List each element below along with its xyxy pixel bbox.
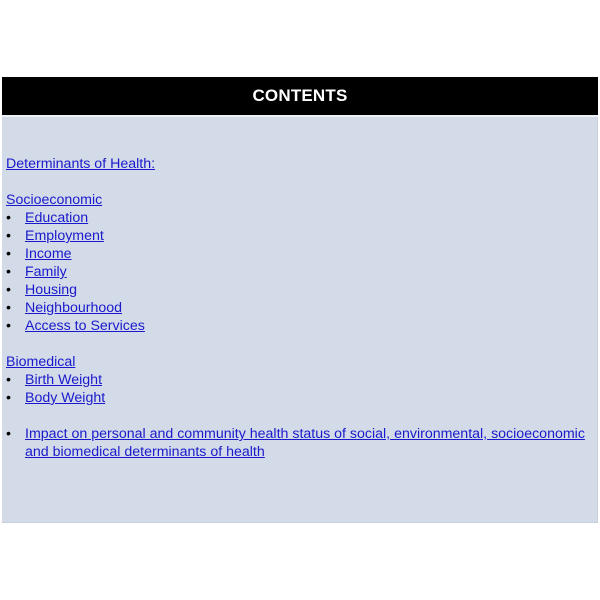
determinants-of-health-link[interactable]: Determinants of Health: [6, 156, 156, 172]
socioeconomic-list [6, 209, 586, 335]
neighbourhood-link[interactable]: Neighbourhood [25, 300, 123, 316]
bullet-icon: • [6, 282, 11, 298]
socioeconomic-heading-line [6, 191, 586, 209]
contents-body [6, 155, 586, 461]
biomedical-link[interactable]: Biomedical [6, 354, 76, 370]
biomedical-heading-line [6, 353, 586, 371]
bullet-icon: • [6, 264, 11, 280]
spacer [6, 407, 586, 425]
birth-weight-link[interactable]: Birth Weight [25, 372, 103, 388]
family-link[interactable]: Family [25, 264, 67, 280]
biomedical-list [6, 371, 586, 407]
list-item [6, 227, 586, 245]
body-weight-link[interactable]: Body Weight [25, 390, 106, 406]
education-link[interactable]: Education [25, 210, 89, 226]
spacer [6, 173, 586, 191]
list-item [6, 371, 586, 389]
housing-link[interactable]: Housing [25, 282, 78, 298]
list-item [6, 281, 586, 299]
list-item [6, 245, 586, 263]
list-item [6, 425, 586, 461]
list-item [6, 299, 586, 317]
bullet-icon: • [6, 426, 11, 442]
slide-panel [2, 77, 598, 523]
intro-line [6, 155, 586, 173]
contents-header [2, 77, 598, 115]
bullet-icon: • [6, 300, 11, 316]
access-to-services-link[interactable]: Access to Services [25, 318, 145, 334]
list-item [6, 263, 586, 281]
page-title: CONTENTS [252, 86, 348, 105]
list-item [6, 389, 586, 407]
bullet-icon: • [6, 318, 11, 334]
bullet-icon: • [6, 390, 11, 406]
income-link[interactable]: Income [25, 246, 72, 262]
bullet-icon: • [6, 210, 11, 226]
employment-link[interactable]: Employment [25, 228, 104, 244]
bullet-icon: • [6, 246, 11, 262]
impact-link[interactable]: Impact on personal and community health status of social, environmental, socioeconomic and biomedical determinants of health [25, 426, 585, 460]
header-divider [2, 115, 598, 117]
bullet-icon: • [6, 228, 11, 244]
spacer [6, 335, 586, 353]
list-item [6, 209, 586, 227]
socioeconomic-link[interactable]: Socioeconomic [6, 192, 103, 208]
list-item [6, 317, 586, 335]
impact-list [6, 425, 586, 461]
bullet-icon: • [6, 372, 11, 388]
